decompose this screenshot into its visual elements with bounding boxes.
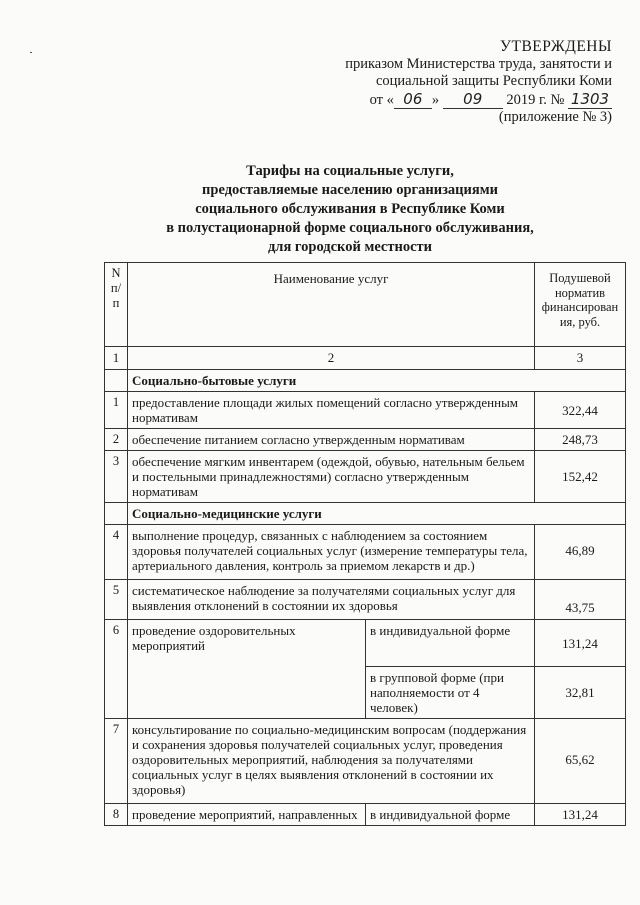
title-line-3: социального обслуживания в Республике Коми xyxy=(195,201,505,217)
row-num: 5 xyxy=(105,580,128,620)
section-empty-cell xyxy=(105,503,128,525)
approval-line-2: социальной защиты Республики Коми xyxy=(375,73,612,89)
row-value: 43,75 xyxy=(535,580,626,620)
section-medical: Социально-медицинские услуги xyxy=(128,503,626,525)
title-line-4: в полустационарной форме социального обслуживания, xyxy=(166,220,534,236)
row-name: выполнение процедур, связанных с наблюдением за состоянием здоровья получателей социальных услуг (измерение температуры тела, артериального давления, контроль за приемом лекарств и др.) xyxy=(128,525,535,580)
approval-date xyxy=(345,91,612,110)
row-subtype: в индивидуальной форме xyxy=(366,804,535,826)
table-row xyxy=(105,525,626,580)
title-line-1: Тарифы на социальные услуги, xyxy=(246,163,454,179)
row-value: 131,24 xyxy=(535,804,626,826)
approval-line-1: приказом Министерства труда, занятости и xyxy=(345,55,612,72)
row-value: 152,42 xyxy=(535,451,626,503)
date-mid: » xyxy=(431,91,440,108)
approval-block xyxy=(345,38,612,127)
index-col-1: 1 xyxy=(105,347,128,370)
row-num: 6 xyxy=(105,620,128,719)
row-num: 7 xyxy=(105,719,128,804)
section-household: Социально-бытовые услуги xyxy=(128,370,626,392)
document-title xyxy=(130,162,570,257)
row-num: 4 xyxy=(105,525,128,580)
header-num: N п/п xyxy=(105,263,128,347)
column-index-row xyxy=(105,347,626,370)
row-value: 65,62 xyxy=(535,719,626,804)
row-name: обеспечение мягким инвентарем (одеждой, обувью, нательным бельем и постельными принадлежностями) согласно утвержденным нормативам xyxy=(128,451,535,503)
row-value: 131,24 xyxy=(535,620,626,667)
table-row xyxy=(105,392,626,429)
row-name: проведение оздоровительных мероприятий xyxy=(128,620,366,719)
row-value: 248,73 xyxy=(535,429,626,451)
row-name: консультирование по социально-медицинским вопросам (поддержания и сохранения здоровья получателей социальных услуг, проведения оздоровительных мероприятий, наблюдения за получателями социальных услуг в целях выявления отклонений в состоянии их здоровья) xyxy=(128,719,535,804)
table-row xyxy=(105,580,626,620)
scan-speck xyxy=(30,52,32,53)
table-row xyxy=(105,719,626,804)
table-row xyxy=(105,429,626,451)
header-value: Подушевой норматив финансирован ия, руб. xyxy=(535,263,626,347)
row-value: 32,81 xyxy=(535,667,626,719)
index-col-2: 2 xyxy=(128,347,535,370)
row-name: проведение мероприятий, направленных xyxy=(128,804,366,826)
row-subtype: в индивидуальной форме xyxy=(366,620,535,667)
row-name: обеспечение питанием согласно утвержденным нормативам xyxy=(128,429,535,451)
row-num: 2 xyxy=(105,429,128,451)
section-row xyxy=(105,370,626,392)
handwritten-month: 09 xyxy=(443,91,503,110)
row-num: 3 xyxy=(105,451,128,503)
row-value: 322,44 xyxy=(535,392,626,429)
date-year: 2019 г. № xyxy=(506,91,565,108)
row-num: 8 xyxy=(105,804,128,826)
index-col-3: 3 xyxy=(535,347,626,370)
table-row xyxy=(105,620,626,667)
tariff-table xyxy=(104,262,626,826)
row-num: 1 xyxy=(105,392,128,429)
table-header-row xyxy=(105,263,626,347)
section-row xyxy=(105,503,626,525)
title-line-5: для городской местности xyxy=(267,239,433,255)
row-name: систематическое наблюдение за получателями социальных услуг для выявления отклонений в состоянии их здоровья xyxy=(128,580,535,620)
row-value: 46,89 xyxy=(535,525,626,580)
row-name: предоставление площади жилых помещений согласно утвержденным нормативам xyxy=(128,392,535,429)
section-empty-cell xyxy=(105,370,128,392)
title-line-2: предоставляемые населению организациями xyxy=(202,182,498,198)
date-prefix: от « xyxy=(369,91,394,108)
header-name: Наименование услуг xyxy=(128,263,535,347)
table-row xyxy=(105,451,626,503)
row-subtype: в групповой форме (при наполняемости от 4 человек) xyxy=(366,667,535,719)
handwritten-order-number: 1303 xyxy=(568,91,612,110)
approval-title: УТВЕРЖДЕНЫ xyxy=(500,38,612,55)
table-row xyxy=(105,804,626,826)
handwritten-day: 06 xyxy=(394,91,432,110)
annex-label: (приложение № 3) xyxy=(498,109,612,125)
